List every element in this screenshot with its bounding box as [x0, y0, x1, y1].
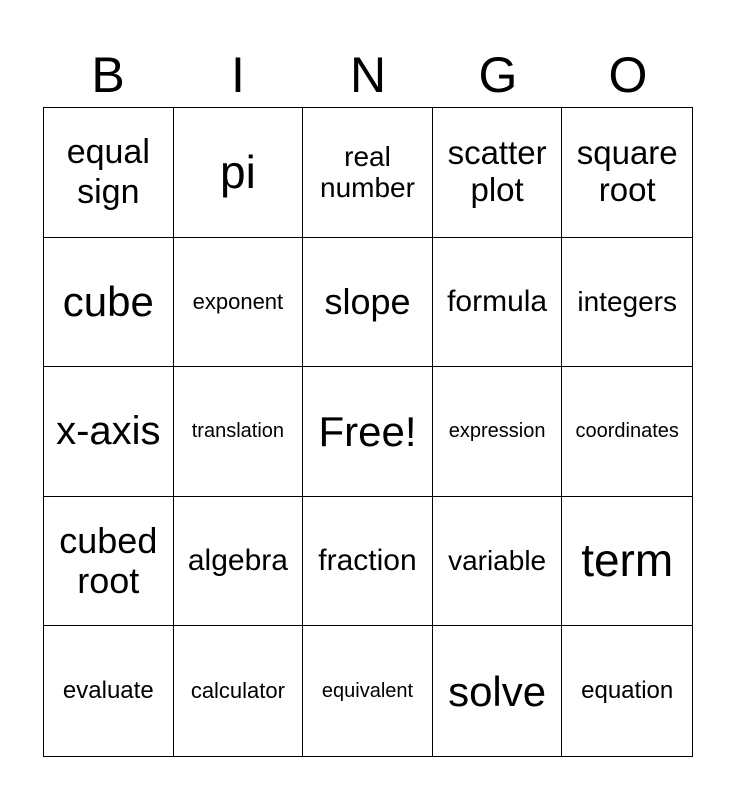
bingo-cell-label: pi	[219, 145, 256, 198]
bingo-cell[interactable]	[562, 108, 692, 238]
bingo-cell[interactable]	[303, 238, 433, 368]
bingo-cell[interactable]	[562, 626, 692, 756]
bingo-cell[interactable]	[174, 497, 304, 627]
header-letter-o: O	[608, 47, 648, 103]
header-letter-g: G	[478, 47, 518, 103]
bingo-cell-label: term	[581, 534, 674, 587]
bingo-cell[interactable]	[303, 108, 433, 238]
bingo-cell[interactable]	[174, 626, 304, 756]
bingo-cell[interactable]	[303, 497, 433, 627]
bingo-card-grid	[43, 107, 693, 757]
bingo-cell[interactable]	[174, 108, 304, 238]
bingo-cell[interactable]	[174, 238, 304, 368]
bingo-cell[interactable]	[433, 497, 563, 627]
bingo-cell-label: fraction	[318, 544, 417, 578]
bingo-cell[interactable]	[562, 367, 692, 497]
bingo-cell[interactable]	[433, 108, 563, 238]
bingo-cell-label: slope	[324, 280, 411, 322]
bingo-cell-label: algebra	[187, 544, 288, 578]
bingo-cell-label: cubed root	[59, 519, 158, 602]
bingo-cell-label: coordinates	[575, 420, 679, 443]
bingo-cell-label: evaluate	[62, 676, 154, 704]
bingo-cell-label: cube	[62, 278, 154, 326]
bingo-cell[interactable]	[44, 497, 174, 627]
header-letter-i: I	[231, 47, 245, 103]
bingo-cell-label: real number	[320, 140, 415, 204]
bingo-cell[interactable]	[433, 238, 563, 368]
bingo-cell-free-space[interactable]	[303, 367, 433, 497]
bingo-cell-label: variable	[448, 545, 547, 577]
bingo-cell-label: integers	[577, 286, 677, 318]
bingo-header	[43, 42, 693, 108]
bingo-cell[interactable]	[562, 238, 692, 368]
bingo-cell-label: formula	[447, 285, 548, 319]
bingo-cell-label: x-axis	[56, 409, 161, 454]
bingo-cell[interactable]	[433, 626, 563, 756]
header-letter-n: N	[349, 47, 387, 103]
bingo-cell-label: equal sign	[66, 133, 150, 212]
bingo-cell[interactable]	[44, 367, 174, 497]
bingo-cell-label: exponent	[192, 288, 284, 314]
bingo-cell[interactable]	[433, 367, 563, 497]
bingo-cell-label: scatter plot	[447, 134, 547, 209]
bingo-cell[interactable]	[44, 626, 174, 756]
bingo-cell-label: expression	[448, 420, 546, 443]
bingo-cell-label: translation	[191, 420, 285, 443]
free-space-label: Free!	[318, 407, 417, 455]
bingo-cell[interactable]	[44, 108, 174, 238]
bingo-cell[interactable]	[562, 497, 692, 627]
bingo-cell-label: solve	[448, 667, 547, 715]
bingo-cell-label: equivalent	[321, 680, 414, 702]
bingo-cell[interactable]	[44, 238, 174, 368]
bingo-cell-label: square root	[576, 134, 678, 209]
bingo-cell[interactable]	[303, 626, 433, 756]
bingo-cell-label: calculator	[190, 677, 285, 703]
header-letter-b: B	[91, 47, 125, 103]
bingo-cell-label: equation	[581, 676, 674, 704]
bingo-cell[interactable]	[174, 367, 304, 497]
